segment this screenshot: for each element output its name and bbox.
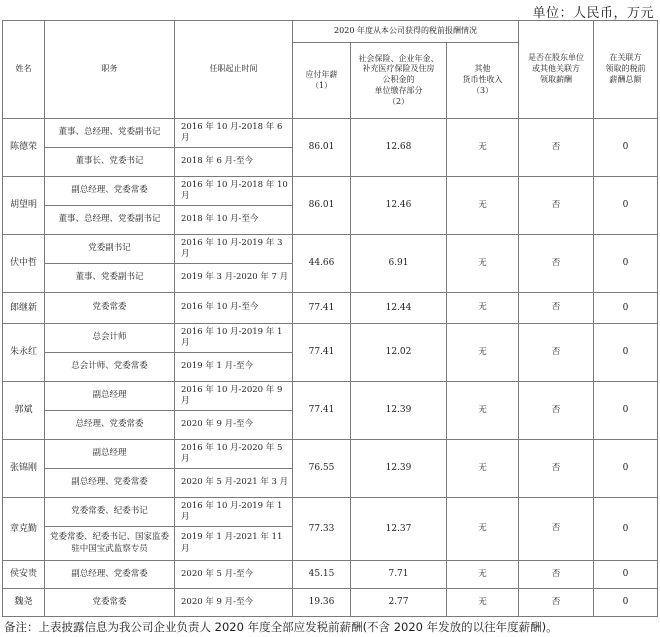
cell-other: 无 — [447, 382, 519, 440]
cell-period: 2016 年 10 月-2018 年 6 月 — [175, 119, 293, 148]
table-row — [3, 293, 658, 324]
cell-salary: 45.15 — [293, 561, 351, 589]
cell-social: 12.46 — [351, 177, 447, 235]
cell-other: 无 — [447, 235, 519, 293]
cell-other: 无 — [447, 440, 519, 498]
cell-related-total: 0 — [594, 382, 658, 440]
cell-period: 2018 年 10 月-至今 — [175, 206, 293, 235]
cell-position: 党委副书记 — [45, 235, 175, 264]
cell-social: 12.68 — [351, 119, 447, 177]
cell-name: 魏尧 — [3, 589, 45, 617]
cell-position: 党委常委 — [45, 293, 175, 324]
cell-position: 副总经理 — [45, 440, 175, 469]
cell-related-total: 0 — [594, 324, 658, 382]
cell-position: 党委常委、纪委书记、国家监委驻中国宝武监察专员 — [45, 527, 175, 561]
header-position: 职务 — [45, 21, 175, 119]
cell-related: 否 — [519, 440, 594, 498]
cell-position: 董事、总经理、党委副书记 — [45, 119, 175, 148]
cell-period: 2019 年 1 月-至今 — [175, 353, 293, 382]
cell-salary: 77.41 — [293, 293, 351, 324]
table-row — [3, 177, 658, 206]
cell-name: 郭斌 — [3, 382, 45, 440]
cell-period: 2016 年 10 月-2020 年 9 月 — [175, 382, 293, 411]
cell-other: 无 — [447, 177, 519, 235]
cell-related-total: 0 — [594, 561, 658, 589]
table-row — [3, 561, 658, 589]
cell-period: 2020 年 9 月-至今 — [175, 411, 293, 440]
cell-related: 否 — [519, 177, 594, 235]
cell-period: 2016 年 10 月-2019 年 3 月 — [175, 235, 293, 264]
cell-salary: 77.33 — [293, 498, 351, 561]
unit-label: 单位：人民币，万元 — [532, 6, 654, 21]
cell-name: 胡望明 — [3, 177, 45, 235]
cell-salary: 86.01 — [293, 119, 351, 177]
salary-table — [2, 20, 658, 617]
cell-position: 党委常委 — [45, 589, 175, 617]
table-row — [3, 382, 658, 411]
cell-period: 2016 年 10 月-至今 — [175, 293, 293, 324]
cell-other: 无 — [447, 561, 519, 589]
cell-other: 无 — [447, 293, 519, 324]
cell-social: 2.77 — [351, 589, 447, 617]
cell-period: 2016 年 10 月-2020 年 5 月 — [175, 440, 293, 469]
cell-name: 章克勤 — [3, 498, 45, 561]
cell-position: 董事长、党委书记 — [45, 148, 175, 177]
cell-position: 董事、党委副书记 — [45, 264, 175, 293]
cell-social: 7.71 — [351, 561, 447, 589]
cell-position: 副总经理、党委常委 — [45, 177, 175, 206]
cell-period: 2020 年 5 月-至今 — [175, 561, 293, 589]
header-tenure: 任职起止时间 — [175, 21, 293, 119]
cell-other: 无 — [447, 324, 519, 382]
cell-position: 副总经理、党委常委 — [45, 469, 175, 498]
cell-related-total: 0 — [594, 177, 658, 235]
cell-related: 否 — [519, 498, 594, 561]
cell-related-total: 0 — [594, 440, 658, 498]
cell-position: 总会计师、党委常委 — [45, 353, 175, 382]
cell-social: 12.02 — [351, 324, 447, 382]
table-row — [3, 235, 658, 264]
cell-salary: 44.66 — [293, 235, 351, 293]
cell-related-total: 0 — [594, 119, 658, 177]
header-salary: 应付年薪 （1） — [293, 43, 351, 119]
table-row — [3, 119, 658, 148]
cell-name: 侯安贵 — [3, 561, 45, 589]
cell-related: 否 — [519, 324, 594, 382]
cell-other: 无 — [447, 589, 519, 617]
table-row — [3, 324, 658, 353]
cell-related-total: 0 — [594, 293, 658, 324]
footnote: 备注：上表披露信息为我公司企业负责人 2020 年度全部应发税前薪酬(不含 2020 年发放的以往年度薪酬)。 — [4, 620, 558, 634]
cell-salary: 77.41 — [293, 324, 351, 382]
cell-other: 无 — [447, 498, 519, 561]
cell-position: 副总经理 — [45, 382, 175, 411]
cell-position: 总会计师 — [45, 324, 175, 353]
cell-related: 否 — [519, 235, 594, 293]
cell-related-total: 0 — [594, 498, 658, 561]
header-related: 是否在股东单位 或其他关联方 领取薪酬 — [519, 21, 594, 119]
cell-related: 否 — [519, 561, 594, 589]
cell-related: 否 — [519, 382, 594, 440]
cell-position: 总经理、党委常委 — [45, 411, 175, 440]
cell-related: 否 — [519, 119, 594, 177]
cell-other: 无 — [447, 119, 519, 177]
cell-salary: 76.55 — [293, 440, 351, 498]
cell-period: 2020 年 9 月-至今 — [175, 589, 293, 617]
table-row — [3, 440, 658, 469]
cell-salary: 86.01 — [293, 177, 351, 235]
cell-period: 2016 年 10 月-2019 年 1 月 — [175, 498, 293, 527]
cell-name: 张锦刚 — [3, 440, 45, 498]
cell-name: 郎继新 — [3, 293, 45, 324]
cell-related-total: 0 — [594, 235, 658, 293]
cell-social: 12.44 — [351, 293, 447, 324]
cell-period: 2019 年 1 月-2021 年 11 月 — [175, 527, 293, 561]
cell-social: 6.91 — [351, 235, 447, 293]
table-row — [3, 589, 658, 617]
cell-period: 2020 年 5 月-2021 年 3 月 — [175, 469, 293, 498]
table-row — [3, 498, 658, 527]
cell-period: 2018 年 6 月-至今 — [175, 148, 293, 177]
cell-related: 否 — [519, 589, 594, 617]
cell-name: 伏中哲 — [3, 235, 45, 293]
cell-name: 陈德荣 — [3, 119, 45, 177]
cell-salary: 19.36 — [293, 589, 351, 617]
cell-social: 12.39 — [351, 382, 447, 440]
cell-name: 朱永红 — [3, 324, 45, 382]
cell-period: 2016 年 10 月-2018 年 10 月 — [175, 177, 293, 206]
cell-salary: 77.41 — [293, 382, 351, 440]
cell-position: 党委常委、纪委书记 — [45, 498, 175, 527]
header-other: 其他 货币性收入 （3） — [447, 43, 519, 119]
cell-position: 董事、总经理、党委副书记 — [45, 206, 175, 235]
cell-related-total: 0 — [594, 589, 658, 617]
cell-social: 12.39 — [351, 440, 447, 498]
cell-position: 副总经理、党委常委 — [45, 561, 175, 589]
cell-related: 否 — [519, 293, 594, 324]
header-related-total: 在关联方 领取的税前 薪酬总额 — [594, 21, 658, 119]
cell-period: 2019 年 3 月-2020 年 7 月 — [175, 264, 293, 293]
cell-social: 12.37 — [351, 498, 447, 561]
header-name: 姓名 — [3, 21, 45, 119]
header-group: 2020 年度从本公司获得的税前报酬情况 — [293, 21, 519, 43]
cell-period: 2016 年 10 月-2019 年 1 月 — [175, 324, 293, 353]
header-social: 社会保险、企业年金、 补充医疗保险及住房 公积金的 单位缴存部分 （2） — [351, 43, 447, 119]
